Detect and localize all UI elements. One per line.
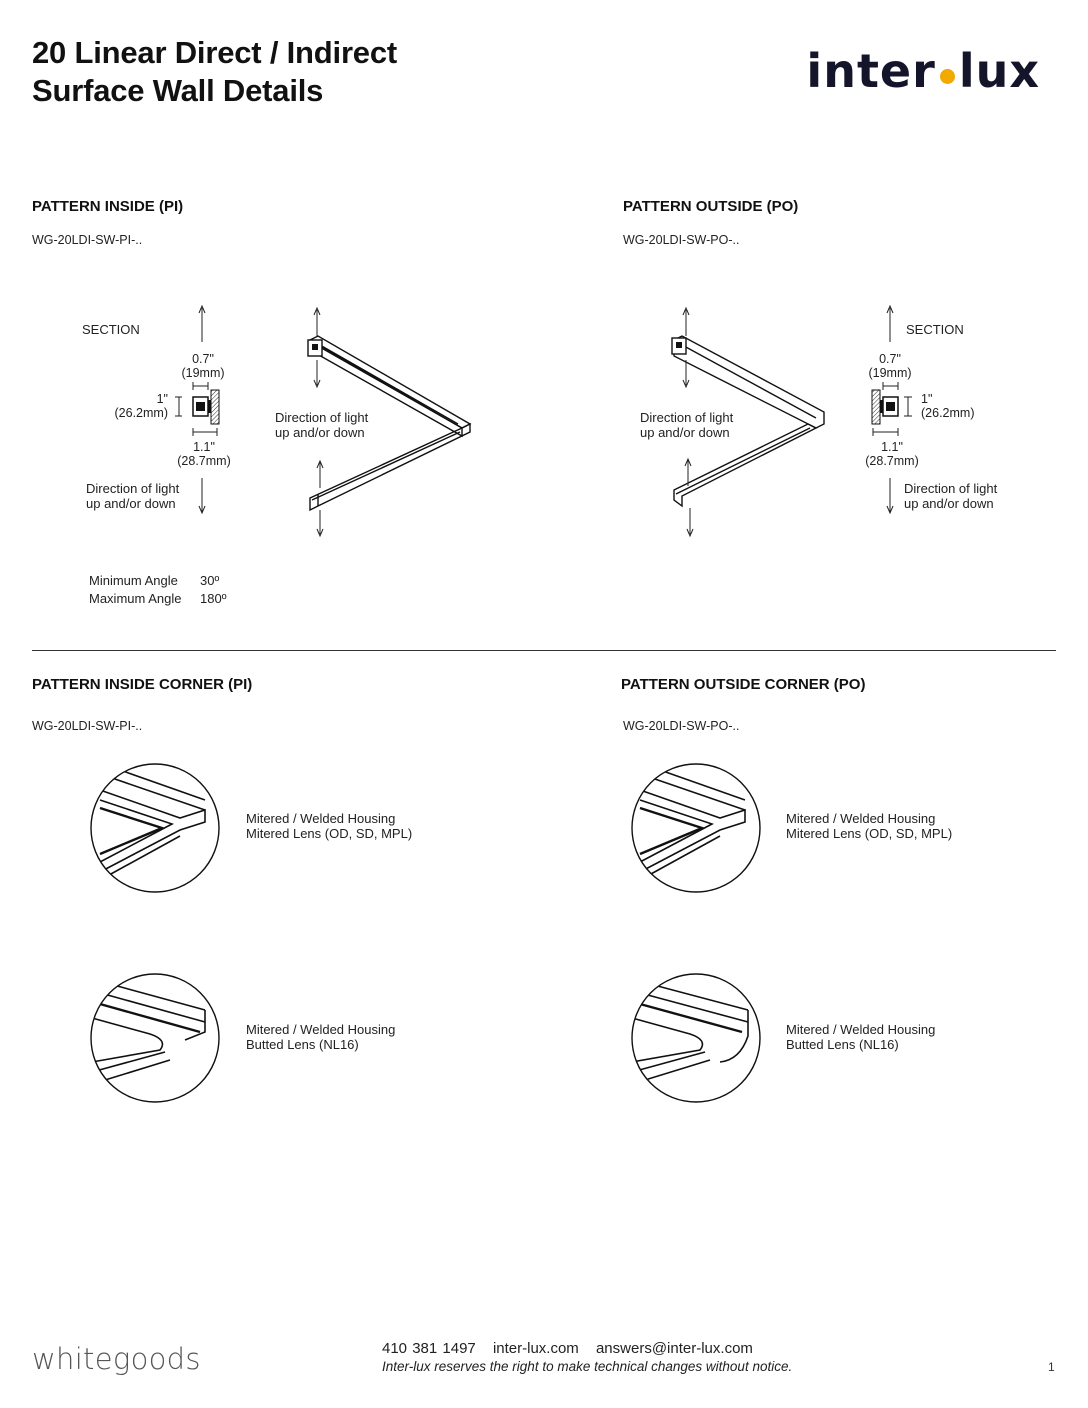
outside-corner-detail-1-text: Mitered / Welded Housing Mitered Lens (OD, SD, MPL) [786, 811, 953, 841]
po-butted-detail [632, 984, 748, 1084]
pi-butted-detail [92, 984, 205, 1084]
interlux-logo [806, 44, 1040, 98]
pi-max-angle: Maximum Angle [89, 591, 182, 606]
page-number: 1 [1048, 1360, 1055, 1374]
pattern-inside-title: PATTERN INSIDE (PI) [32, 198, 184, 215]
pi-max-angle-value: 180º [200, 591, 227, 606]
outside-corner-code: WG-20LDI-SW-PO-.. [623, 719, 740, 733]
title-line-1: 20 Linear Direct / Indirect [32, 35, 398, 70]
outside-corner-detail-2-text: Mitered / Welded Housing Butted Lens (NL16) [786, 1022, 936, 1052]
footer-website-link[interactable]: inter-lux.com [492, 1340, 579, 1357]
pi-dim-height: 1" (26.2mm) [114, 392, 168, 420]
pi-min-angle: Minimum Angle [89, 573, 178, 588]
pi-min-angle-value: 30º [200, 573, 220, 588]
logo-text-right: lux [958, 44, 1040, 98]
inside-corner-code: WG-20LDI-SW-PI-.. [32, 719, 143, 733]
pi-dim-width: 0.7" (19mm) [181, 352, 225, 380]
pi-section-direction: Direction of light up and/or down [86, 481, 180, 511]
whitegoods-brand: whitegoods [32, 1342, 201, 1376]
footer-phone: 410 381 1497 [382, 1340, 476, 1357]
inside-corner-detail-1-text: Mitered / Welded Housing Mitered Lens (OD, SD, MPL) [246, 811, 413, 841]
pi-mitered-detail [100, 770, 205, 880]
footer-contact [382, 1340, 765, 1357]
footer-disclaimer: Inter-lux reserves the right to make technical changes without notice. [382, 1359, 793, 1374]
inside-corner-title: PATTERN INSIDE CORNER (PI) [32, 676, 253, 693]
pattern-outside-code: WG-20LDI-SW-PO-.. [623, 233, 740, 247]
po-diagram-direction: Direction of light up and/or down [640, 410, 734, 440]
title-line-2: Surface Wall Details [32, 73, 324, 108]
po-dim-height: 1" (26.2mm) [921, 392, 975, 420]
pattern-inside-code: WG-20LDI-SW-PI-.. [32, 233, 143, 247]
section-divider [32, 650, 1056, 651]
po-dim-width: 0.7" (19mm) [868, 352, 912, 380]
page-title [32, 34, 397, 110]
pi-section-label: SECTION [82, 322, 140, 337]
pi-dim-depth: 1.1" (28.7mm) [177, 440, 231, 468]
outside-corner-title: PATTERN OUTSIDE CORNER (PO) [621, 676, 866, 693]
po-mitered-detail [640, 770, 745, 880]
logo-dot-icon [940, 69, 955, 84]
inside-corner-detail-2-text: Mitered / Welded Housing Butted Lens (NL16) [246, 1022, 396, 1052]
pattern-outside-title: PATTERN OUTSIDE (PO) [623, 198, 799, 215]
footer-email-link[interactable]: answers@inter-lux.com [595, 1340, 753, 1357]
po-section-direction: Direction of light up and/or down [904, 481, 998, 511]
po-dim-depth: 1.1" (28.7mm) [865, 440, 919, 468]
po-section-label: SECTION [906, 322, 964, 337]
pi-diagram-direction: Direction of light up and/or down [275, 410, 369, 440]
logo-text-left: inter [806, 44, 936, 98]
